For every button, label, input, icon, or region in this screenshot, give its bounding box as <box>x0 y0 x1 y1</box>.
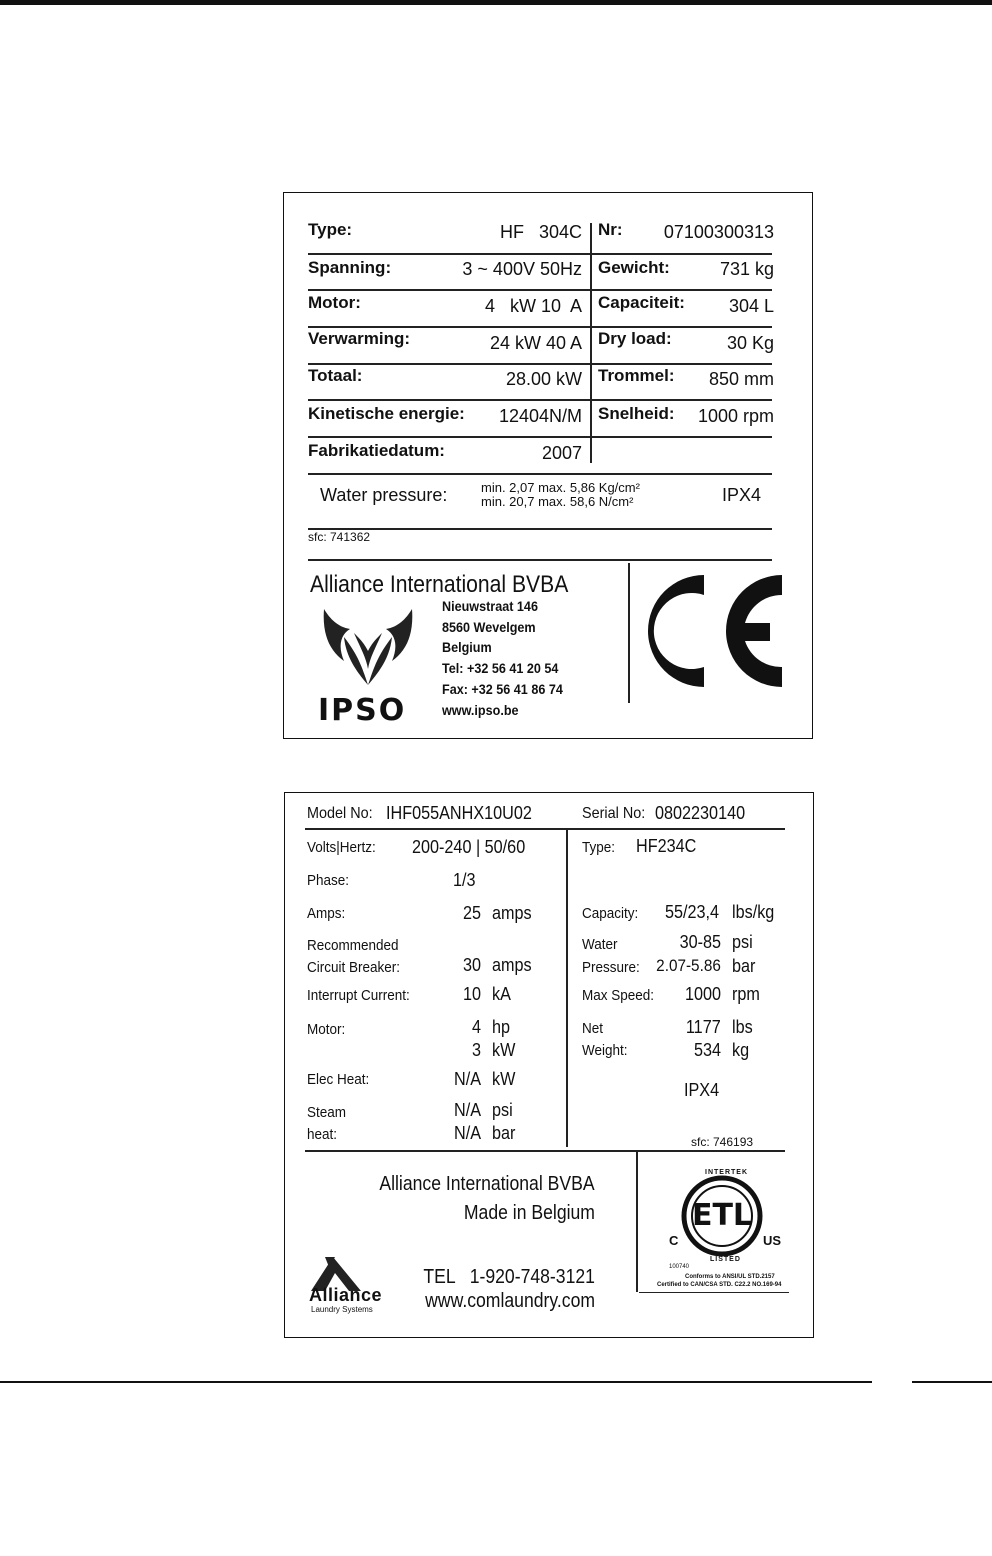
address-block <box>442 596 563 720</box>
company-name: Alliance International BVBA <box>379 1173 595 1195</box>
dry-load-label: Dry load: <box>598 329 672 348</box>
alliance-logo-sub: Laundry Systems <box>311 1305 373 1314</box>
ipx-rating: IPX4 <box>722 485 762 505</box>
nr-value: 07100300313 <box>663 222 774 242</box>
capaciteit-label: Capaciteit: <box>598 293 685 312</box>
totaal-label: Totaal: <box>308 366 363 385</box>
motor-value: 4 kW 10 A <box>484 296 582 316</box>
ipx-rating: IPX4 <box>684 1080 720 1100</box>
address-fax: Fax: +32 56 41 86 74 <box>442 680 563 697</box>
spanning-label: Spanning: <box>308 258 392 277</box>
top-rule <box>0 0 992 5</box>
volts-hertz-value: 200-240 | 50/60 <box>412 837 526 857</box>
net-kg-unit: kg <box>732 1040 750 1060</box>
ipso-brand: IPSO <box>318 693 407 728</box>
etl-number: 100740 <box>669 1264 690 1270</box>
motor-hp-value: 4 <box>471 1017 481 1037</box>
alliance-logo-word: Alliance <box>309 1285 383 1305</box>
model-no-value: IHF055ANHX10U02 <box>386 803 532 823</box>
verwarming-label: Verwarming: <box>308 329 411 348</box>
motor-label: Motor: <box>308 293 361 312</box>
plate2-column-divider <box>566 830 568 1147</box>
plate1-row-line <box>308 528 772 530</box>
motor-hp-unit: hp <box>492 1017 511 1037</box>
snelheid-value: 1000 rpm <box>697 406 774 426</box>
gewicht-value: 731 kg <box>719 259 774 279</box>
net-label: Net <box>582 1020 604 1037</box>
circuit-breaker-value: 30 <box>462 955 481 975</box>
type-label: Type: <box>308 220 353 239</box>
etl-bottom-text: LISTED <box>710 1256 741 1263</box>
net-lbs-value: 1177 <box>686 1017 721 1037</box>
plate1-row-line <box>308 436 772 438</box>
plate2-footer-line <box>305 1150 785 1152</box>
elec-heat-unit: kW <box>492 1069 516 1089</box>
spanning-value: 3 ~ 400V 50Hz <box>462 259 582 279</box>
plate1-row-line <box>308 559 772 561</box>
elec-heat-value: N/A <box>453 1069 481 1089</box>
etl-conform-2: Certified to CAN/CSA STD. C22.2 NO.169-94 <box>657 1282 782 1288</box>
trommel-value: 850 mm <box>708 369 774 389</box>
interrupt-current-label: Interrupt Current: <box>307 987 410 1004</box>
plate1-row-line <box>308 289 772 291</box>
dry-load-value: 30 Kg <box>726 333 774 353</box>
motor-label: Motor: <box>307 1021 346 1038</box>
net-lbs-unit: lbs <box>732 1017 753 1037</box>
fabrikatiedatum-label: Fabrikatiedatum: <box>308 441 445 460</box>
water-pressure-values <box>481 481 640 509</box>
amps-unit: amps <box>492 903 532 923</box>
volts-hertz-label: Volts|Hertz: <box>307 839 376 856</box>
capaciteit-value: 304 L <box>728 296 774 316</box>
etl-mark: ETL <box>691 1198 753 1233</box>
steam-heat-label: heat: <box>307 1126 338 1143</box>
sfc-code: sfc: 746193 <box>691 1135 754 1149</box>
plate1-row-line <box>308 473 772 475</box>
phase-value: 1/3 <box>453 870 476 890</box>
verwarming-value: 24 kW 40 A <box>489 333 582 353</box>
water-bar-value: 2.07-5.86 <box>656 956 721 975</box>
trommel-label: Trommel: <box>598 366 675 385</box>
kinetische-energie-label: Kinetische energie: <box>308 404 465 423</box>
max-speed-label: Max Speed: <box>582 987 655 1004</box>
steam-psi-unit: psi <box>492 1100 513 1120</box>
plate1-row-line <box>308 326 772 328</box>
plate1-row-line <box>308 363 772 365</box>
steam-bar-value: N/A <box>453 1123 481 1143</box>
water-pressure-label: Pressure: <box>582 959 640 976</box>
amps-value: 25 <box>462 903 481 923</box>
motor-kw-value: 3 <box>471 1040 481 1060</box>
address-web: www.ipso.be <box>442 701 519 718</box>
bottom-rule-right <box>912 1381 992 1383</box>
circuit-breaker-unit: amps <box>492 955 532 975</box>
snelheid-label: Snelheid: <box>598 404 675 423</box>
totaal-value: 28.00 kW <box>505 369 582 389</box>
steam-label: Steam <box>307 1104 347 1121</box>
sfc-code: sfc: 741362 <box>308 530 371 544</box>
ce-mark-icon <box>638 569 788 693</box>
type-value: HF234C <box>636 836 697 856</box>
made-in-belgium: Made in Belgium <box>463 1202 595 1224</box>
circuit-breaker-label: Circuit Breaker: <box>307 959 401 976</box>
alliance-rating-plate <box>284 792 814 1338</box>
etl-top-text: INTERTEK <box>705 1169 748 1176</box>
motor-kw-unit: kW <box>492 1040 516 1060</box>
telephone: TEL 1-920-748-3121 <box>423 1266 595 1288</box>
ipso-rating-plate <box>283 192 813 739</box>
company-name: Alliance International BVBA <box>310 571 569 598</box>
model-no-label: Model No: <box>307 805 373 822</box>
plate2-etl-divider <box>636 1152 638 1292</box>
etl-conform-1: Conforms to ANSI/UL STD.2157 <box>685 1274 775 1280</box>
net-weight-label: Weight: <box>582 1042 628 1059</box>
address-city: 8560 Wevelgem <box>442 618 536 635</box>
address-tel: Tel: +32 56 41 20 54 <box>442 660 559 677</box>
etl-listed-mark-icon <box>667 1171 777 1261</box>
bottom-rule-left <box>0 1381 872 1383</box>
plate1-row-line <box>308 253 772 255</box>
water-pressure-label: Water pressure: <box>320 485 448 505</box>
etl-c: C <box>669 1233 679 1248</box>
steam-bar-unit: bar <box>492 1123 516 1143</box>
address-street: Nieuwstraat 146 <box>442 598 538 614</box>
plate1-column-divider <box>590 223 592 463</box>
capacity-value: 55/23,4 <box>665 902 720 922</box>
type-label: Type: <box>582 839 616 856</box>
type-value: HF 304C <box>499 222 582 242</box>
website: www.comlaundry.com <box>425 1290 595 1312</box>
phase-label: Phase: <box>307 872 350 889</box>
max-speed-unit: rpm <box>732 984 760 1004</box>
net-kg-value: 534 <box>693 1040 721 1060</box>
wp-line-2: min. 20,7 max. 58,6 N/cm² <box>481 494 634 509</box>
plate2-etl-underline <box>639 1292 789 1293</box>
plate1-row-line <box>308 399 772 401</box>
address-country: Belgium <box>442 639 492 656</box>
serial-no-value: 0802230140 <box>655 803 746 823</box>
water-psi-unit: psi <box>732 932 753 952</box>
water-psi-value: 30-85 <box>679 932 721 952</box>
water-label: Water <box>582 936 618 953</box>
interrupt-current-value: 10 <box>462 984 481 1004</box>
ipso-fox-logo-icon <box>320 607 416 687</box>
amps-label: Amps: <box>307 905 346 922</box>
steam-psi-value: N/A <box>453 1100 481 1120</box>
capacity-unit: lbs/kg <box>732 902 775 922</box>
gewicht-label: Gewicht: <box>598 258 670 277</box>
elec-heat-label: Elec Heat: <box>307 1071 370 1088</box>
wp-line-1: min. 2,07 max. 5,86 Kg/cm² <box>481 480 640 495</box>
plate2-header-line <box>305 828 785 830</box>
nr-label: Nr: <box>598 220 623 239</box>
kinetische-energie-value: 12404N/M <box>498 406 582 426</box>
water-bar-unit: bar <box>732 956 756 976</box>
interrupt-current-unit: kA <box>492 984 511 1004</box>
recommended-label: Recommended <box>307 937 399 954</box>
etl-us: US <box>763 1233 782 1248</box>
fabrikatiedatum-value: 2007 <box>541 443 582 463</box>
capacity-label: Capacity: <box>582 905 639 922</box>
plate1-ce-divider <box>628 563 630 703</box>
serial-no-label: Serial No: <box>582 805 646 822</box>
max-speed-value: 1000 <box>684 984 721 1004</box>
